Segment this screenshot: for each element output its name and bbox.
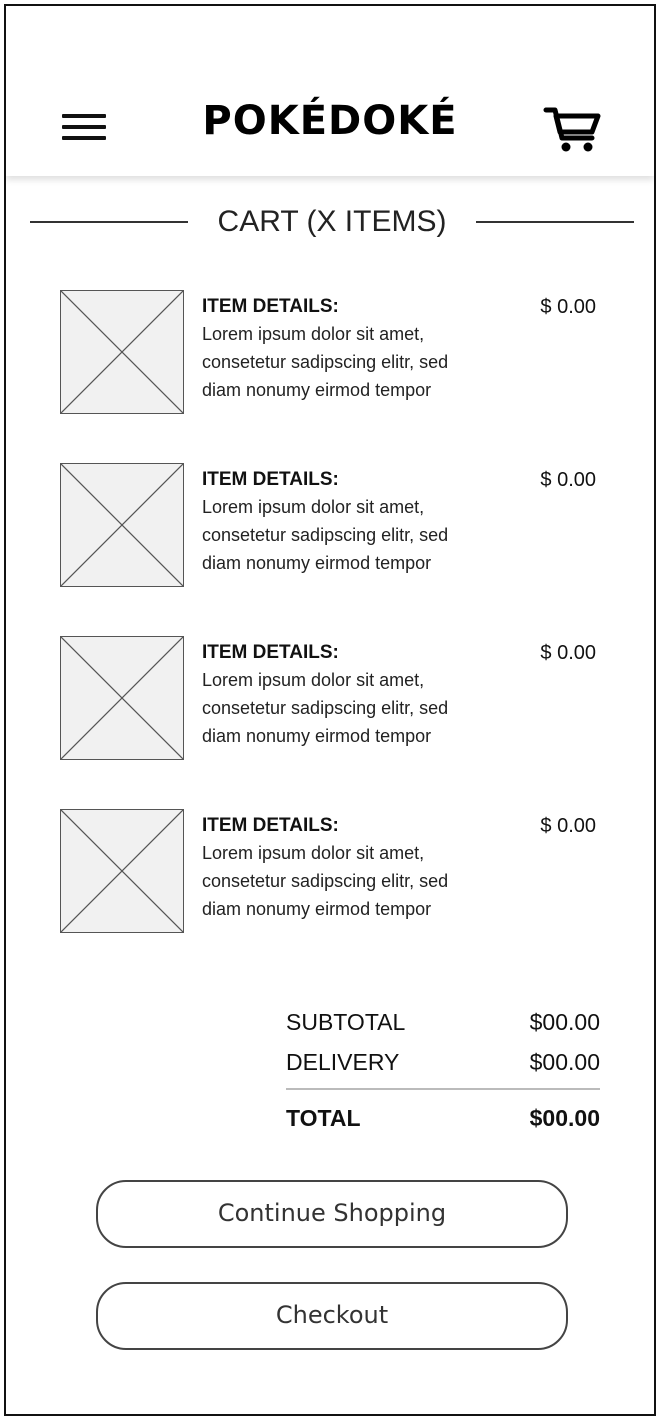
total-label: TOTAL — [286, 1105, 361, 1131]
item-details — [202, 467, 502, 577]
cart-title-row — [30, 202, 634, 242]
item-heading: ITEM DETAILS: — [202, 642, 339, 663]
summary-divider — [286, 1088, 600, 1090]
shopping-cart-icon[interactable] — [542, 104, 602, 154]
total-value: $00.00 — [529, 1105, 600, 1131]
cart-item[interactable] — [6, 809, 654, 939]
item-details — [202, 294, 502, 404]
item-heading: ITEM DETAILS: — [202, 815, 339, 836]
item-details — [202, 640, 502, 750]
item-price: $ 0.00 — [540, 642, 596, 664]
checkout-button[interactable]: Checkout — [96, 1282, 568, 1350]
item-description-line: Lorem ipsum dolor sit amet, — [202, 843, 425, 863]
app-logo[interactable]: POKÉDOKÉ — [202, 98, 458, 144]
item-price: $ 0.00 — [540, 296, 596, 318]
item-description-line: diam nonumy eirmod tempor — [202, 380, 432, 400]
item-description-line: Lorem ipsum dolor sit amet, — [202, 670, 425, 690]
item-description-line: diam nonumy eirmod tempor — [202, 726, 432, 746]
item-description-line: diam nonumy eirmod tempor — [202, 553, 432, 573]
continue-shopping-button[interactable]: Continue Shopping — [96, 1180, 568, 1248]
total-row — [286, 1098, 600, 1138]
item-heading: ITEM DETAILS: — [202, 469, 339, 490]
phone-frame — [4, 4, 656, 1416]
delivery-value: $00.00 — [529, 1049, 600, 1075]
image-placeholder-icon — [60, 463, 184, 587]
item-description-line: consetetur sadipscing elitr, sed — [202, 698, 449, 718]
subtotal-row — [286, 1002, 600, 1042]
item-description-line: diam nonumy eirmod tempor — [202, 899, 432, 919]
app-header — [6, 6, 654, 176]
cart-item[interactable] — [6, 290, 654, 420]
item-price: $ 0.00 — [540, 815, 596, 837]
item-description-line: consetetur sadipscing elitr, sed — [202, 525, 449, 545]
item-details — [202, 813, 502, 923]
item-heading: ITEM DETAILS: — [202, 296, 339, 317]
delivery-label: DELIVERY — [286, 1049, 400, 1075]
cart-title: CART (X ITEMS) — [217, 205, 447, 238]
title-divider-right — [476, 221, 634, 223]
image-placeholder-icon — [60, 290, 184, 414]
order-summary — [286, 1002, 600, 1138]
cart-item[interactable] — [6, 463, 654, 593]
subtotal-value: $00.00 — [529, 1009, 600, 1035]
image-placeholder-icon — [60, 809, 184, 933]
subtotal-label: SUBTOTAL — [286, 1009, 406, 1035]
item-description-line: Lorem ipsum dolor sit amet, — [202, 497, 425, 517]
delivery-row — [286, 1042, 600, 1082]
item-description-line: consetetur sadipscing elitr, sed — [202, 871, 449, 891]
item-description-line: consetetur sadipscing elitr, sed — [202, 352, 449, 372]
item-price: $ 0.00 — [540, 469, 596, 491]
cart-item[interactable] — [6, 636, 654, 766]
image-placeholder-icon — [60, 636, 184, 760]
item-description-line: Lorem ipsum dolor sit amet, — [202, 324, 425, 344]
